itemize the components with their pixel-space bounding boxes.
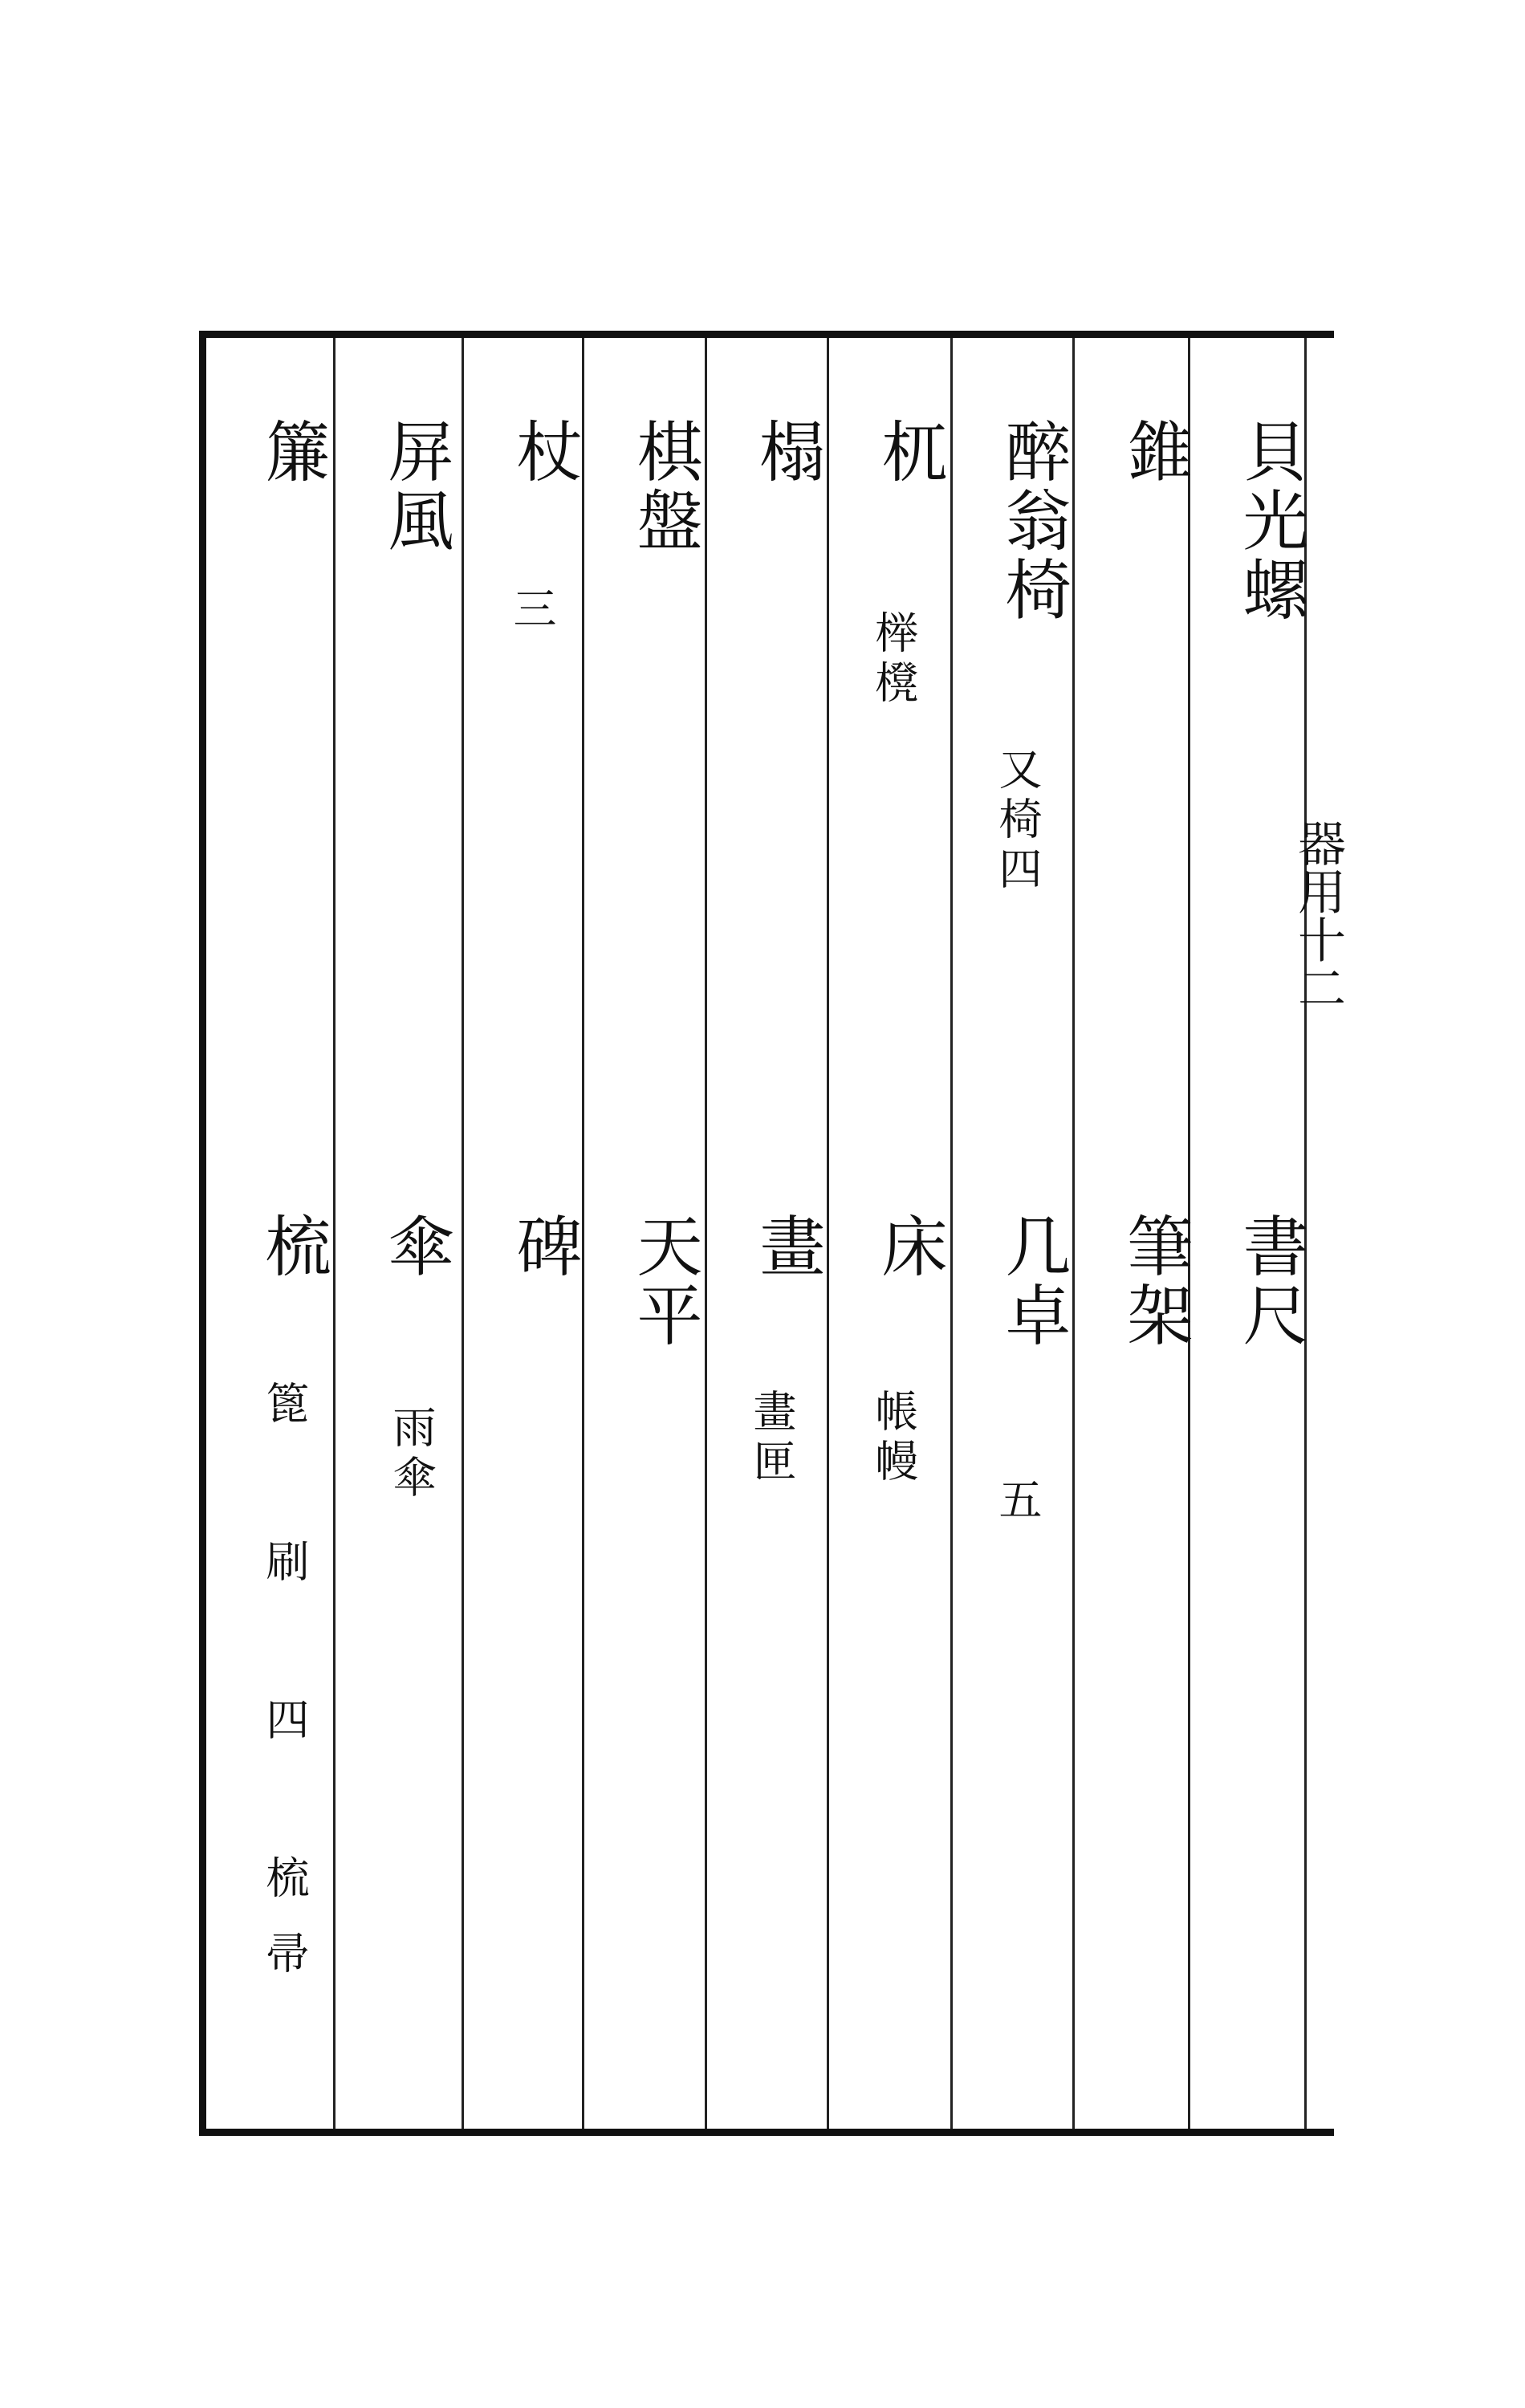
entry-bottom-note: 雨傘 (386, 1405, 437, 1504)
text-column (333, 345, 453, 2111)
entry-top: 醉翁椅 (994, 417, 1071, 624)
entry-bottom: 畫 (749, 1212, 825, 1281)
entry-bottom-note: 五 (992, 1477, 1043, 1527)
entry-bottom-note: 篦 刷 四 梳帚 (259, 1381, 310, 2006)
frame-top-border (202, 331, 1334, 338)
entry-bottom: 床 (871, 1212, 947, 1281)
entry-top: 貝光螺 (1232, 417, 1308, 624)
entry-bottom: 天平 (626, 1212, 702, 1350)
entry-bottom: 碑 (506, 1212, 582, 1281)
text-column (1072, 345, 1193, 2111)
entry-bottom-note: 畫匣 (746, 1389, 797, 1488)
margin-label: 器用十二 (1290, 819, 1346, 1011)
entry-bottom: 梳 (254, 1212, 331, 1281)
text-column (582, 345, 702, 2111)
entry-bottom-note: 帳幔 (868, 1389, 919, 1488)
entry-top: 杌 (871, 417, 947, 486)
entry-top: 杖 (506, 417, 582, 486)
entry-top-note: 三 (506, 586, 557, 636)
entry-top: 簾 (254, 417, 331, 486)
text-column (705, 345, 825, 2111)
frame-left-border (199, 331, 206, 2136)
entry-top-note: 又椅四 (992, 746, 1043, 896)
entry-bottom: 几卓 (994, 1212, 1071, 1350)
entry-bottom: 書尺 (1232, 1212, 1308, 1350)
entry-top: 屏風 (377, 417, 453, 555)
text-column (827, 345, 947, 2111)
entry-top: 棋盤 (626, 417, 702, 555)
entry-top: 錐 (1116, 417, 1193, 486)
entry-bottom: 傘 (377, 1212, 453, 1281)
entry-top: 榻 (749, 417, 825, 486)
entry-bottom: 筆架 (1116, 1212, 1193, 1350)
text-column (462, 345, 582, 2111)
text-column (210, 345, 331, 2111)
frame-bottom-border (202, 2129, 1334, 2136)
text-column (950, 345, 1071, 2111)
text-column (1188, 345, 1308, 2111)
entry-top-note: 榉櫈 (868, 610, 919, 710)
